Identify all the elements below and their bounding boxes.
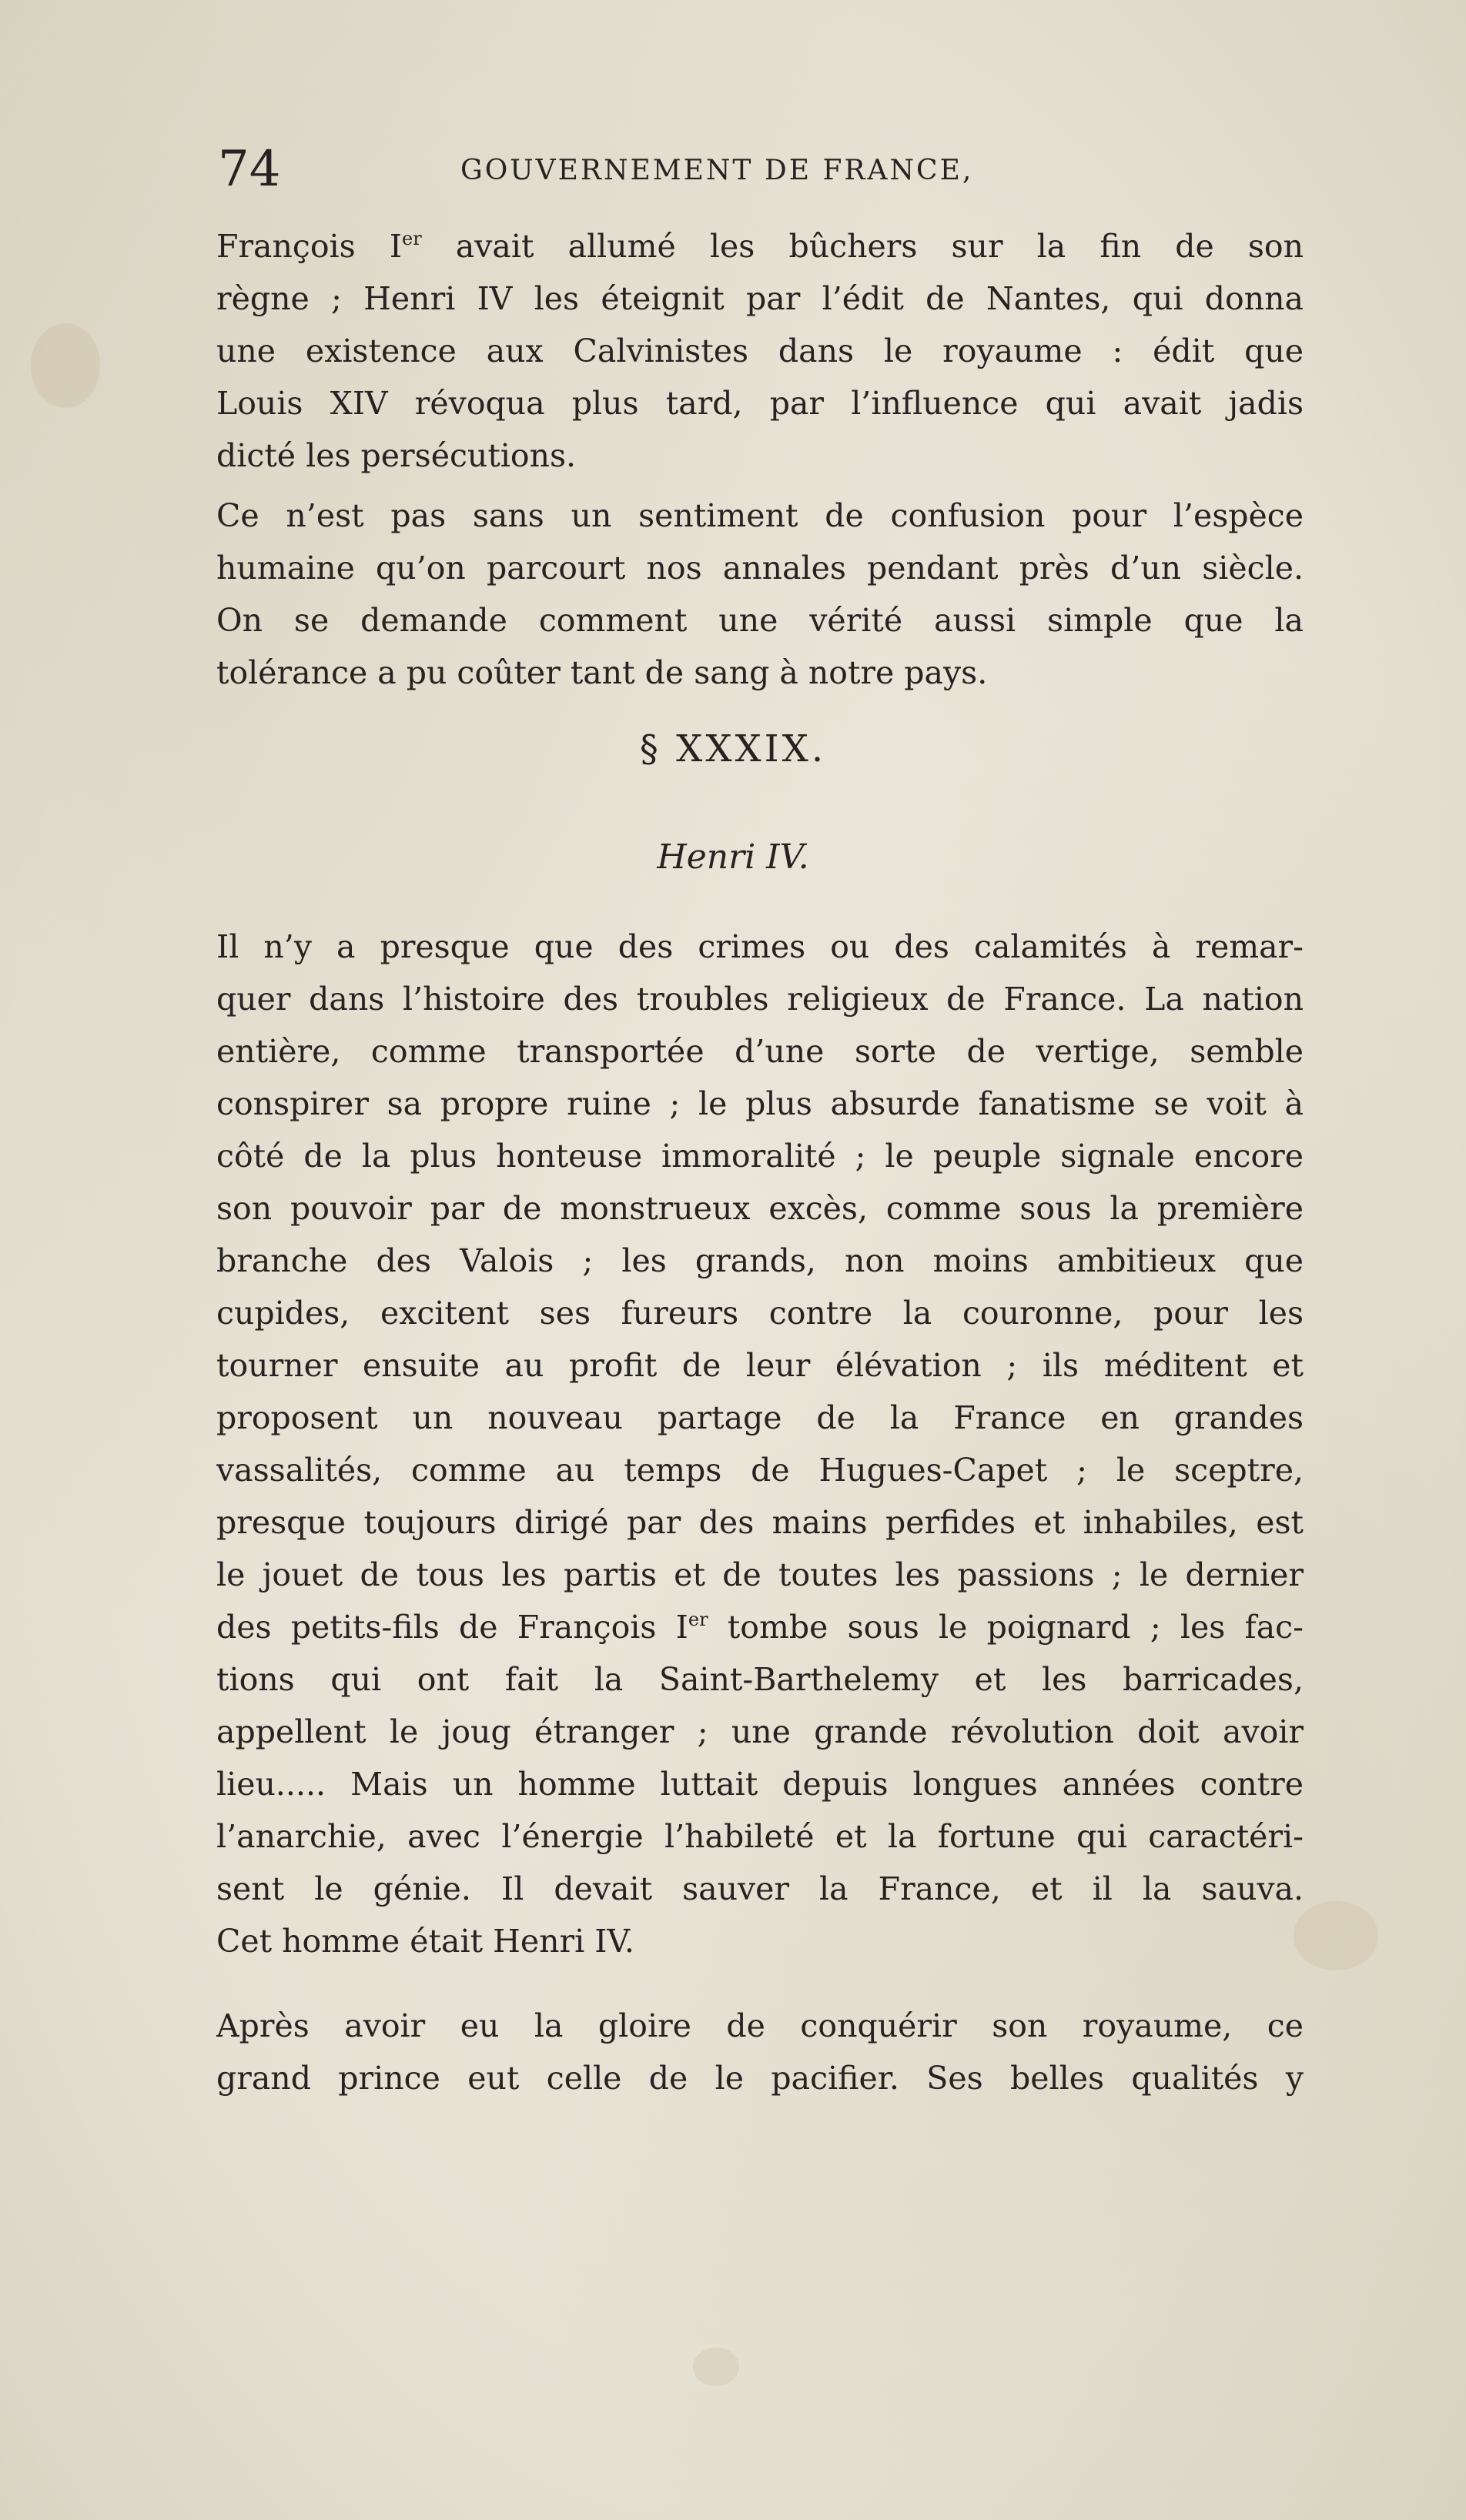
text-line: [216, 272, 1304, 325]
line-text: vassalités, comme au temps de Hugues-Capet ; le sceptre,: [216, 1452, 1304, 1489]
line-text: conspirer sa propre ruine ; le plus absurde fanatisme se voit à: [216, 1085, 1304, 1122]
line-text: règne ; Henri IV les éteignit par l’édit de Nantes, qui donna: [216, 280, 1304, 317]
paper-stain: [31, 323, 100, 408]
text-line: [216, 325, 1304, 377]
text-line: [216, 647, 1304, 699]
line-text: presque toujours dirigé par des mains perfides et inhabiles, est: [216, 1504, 1304, 1541]
line-text: l’anarchie, avec l’énergie l’habileté et la fortune qui caractéri-: [216, 1818, 1304, 1855]
text-line: [216, 1863, 1304, 1915]
text-line: [216, 1339, 1304, 1392]
text-line: [216, 1601, 1304, 1653]
line-text: François I: [216, 228, 403, 265]
text-line: [216, 1758, 1304, 1810]
line-text: Il n’y a presque que des crimes ou des calamités à remar-: [216, 928, 1304, 965]
text-line: [216, 1025, 1304, 1078]
line-text: branche des Valois ; les grands, non moins ambitieux que: [216, 1242, 1304, 1279]
page-header: [218, 139, 1304, 200]
line-text: côté de la plus honteuse immoralité ; le peuple signale encore: [216, 1138, 1304, 1175]
line-text: son pouvoir par de monstrueux excès, comme sous la première: [216, 1190, 1304, 1227]
section-subtitle: Henri IV.: [657, 837, 809, 877]
running-head: GOUVERNEMENT DE FRANCE,: [460, 155, 974, 186]
text-line: [216, 1078, 1304, 1130]
paper-stain: [693, 2348, 739, 2386]
text-line: [216, 377, 1304, 429]
text-line: [216, 921, 1304, 973]
text-line: [216, 1444, 1304, 1496]
line-text-continued: tombe sous le poignard ; les fac-: [708, 1609, 1304, 1646]
text-line: [216, 1287, 1304, 1339]
line-text: grand prince eut celle de le pacifier. Ses belles qualités y: [216, 2060, 1304, 2097]
text-line: [216, 220, 1304, 272]
line-text: Après avoir eu la gloire de conquérir son royaume, ce: [216, 2007, 1304, 2044]
text-line: [216, 1549, 1304, 1601]
text-line: [216, 594, 1304, 647]
text-line: [216, 1235, 1304, 1287]
line-text: quer dans l’histoire des troubles religieux de France. La nation: [216, 981, 1304, 1018]
line-text: Cet homme était Henri IV.: [216, 1923, 634, 1960]
text-line: [216, 1810, 1304, 1863]
text-line: [216, 1392, 1304, 1444]
line-text: des petits-fils de François I: [216, 1609, 688, 1646]
superscript: er: [688, 1609, 708, 1630]
text-line: [216, 429, 1304, 482]
paragraph-confusion: [216, 490, 1304, 699]
line-text: entière, comme transportée d’une sorte de vertige, semble: [216, 1033, 1304, 1070]
line-text: une existence aux Calvinistes dans le royaume : édit que: [216, 333, 1304, 369]
paper-stain: [1294, 1901, 1378, 1970]
text-line: [216, 490, 1304, 542]
line-text: tourner ensuite au profit de leur élévation ; ils méditent et: [216, 1347, 1304, 1384]
line-text: tolérance a pu coûter tant de sang à notre pays.: [216, 654, 988, 691]
section-heading: § XXXIX.: [639, 727, 827, 770]
page-number: 74: [218, 141, 281, 198]
line-text: Louis XIV révoqua plus tard, par l’influence qui avait jadis: [216, 385, 1304, 422]
line-text: On se demande comment une vérité aussi simple que la: [216, 602, 1304, 639]
text-line: [216, 542, 1304, 594]
text-line: [216, 1915, 1304, 1967]
line-text: le jouet de tous les partis et de toutes les passions ; le dernier: [216, 1556, 1304, 1593]
line-text: lieu..... Mais un homme luttait depuis longues années contre: [216, 1766, 1304, 1803]
text-line: [216, 1496, 1304, 1549]
text-line: [216, 973, 1304, 1025]
line-text: sent le génie. Il devait sauver la France, et il la sauva.: [216, 1870, 1304, 1907]
text-line: [216, 1653, 1304, 1706]
superscript: er: [402, 228, 422, 249]
line-text: Ce n’est pas sans un sentiment de confusion pour l’espèce: [216, 497, 1304, 534]
text-line: [216, 1130, 1304, 1182]
text-line: [216, 2000, 1304, 2052]
paragraph-francois: [216, 220, 1304, 482]
line-text: proposent un nouveau partage de la France en grandes: [216, 1399, 1304, 1436]
line-text: appellent le joug étranger ; une grande révolution doit avoir: [216, 1713, 1304, 1750]
text-line: [216, 1182, 1304, 1235]
line-text: tions qui ont fait la Saint-Barthelemy et les barricades,: [216, 1661, 1304, 1698]
text-line: [216, 1706, 1304, 1758]
text-line: [216, 2052, 1304, 2104]
line-text: dicté les persécutions.: [216, 437, 577, 474]
line-text: cupides, excitent ses fureurs contre la couronne, pour les: [216, 1295, 1304, 1332]
line-text-continued: avait allumé les bûchers sur la fin de son: [421, 228, 1304, 265]
line-text: humaine qu’on parcourt nos annales pendant près d’un siècle.: [216, 550, 1304, 587]
paragraph-apres: [216, 2000, 1304, 2104]
paragraph-crimes: [216, 921, 1304, 1967]
